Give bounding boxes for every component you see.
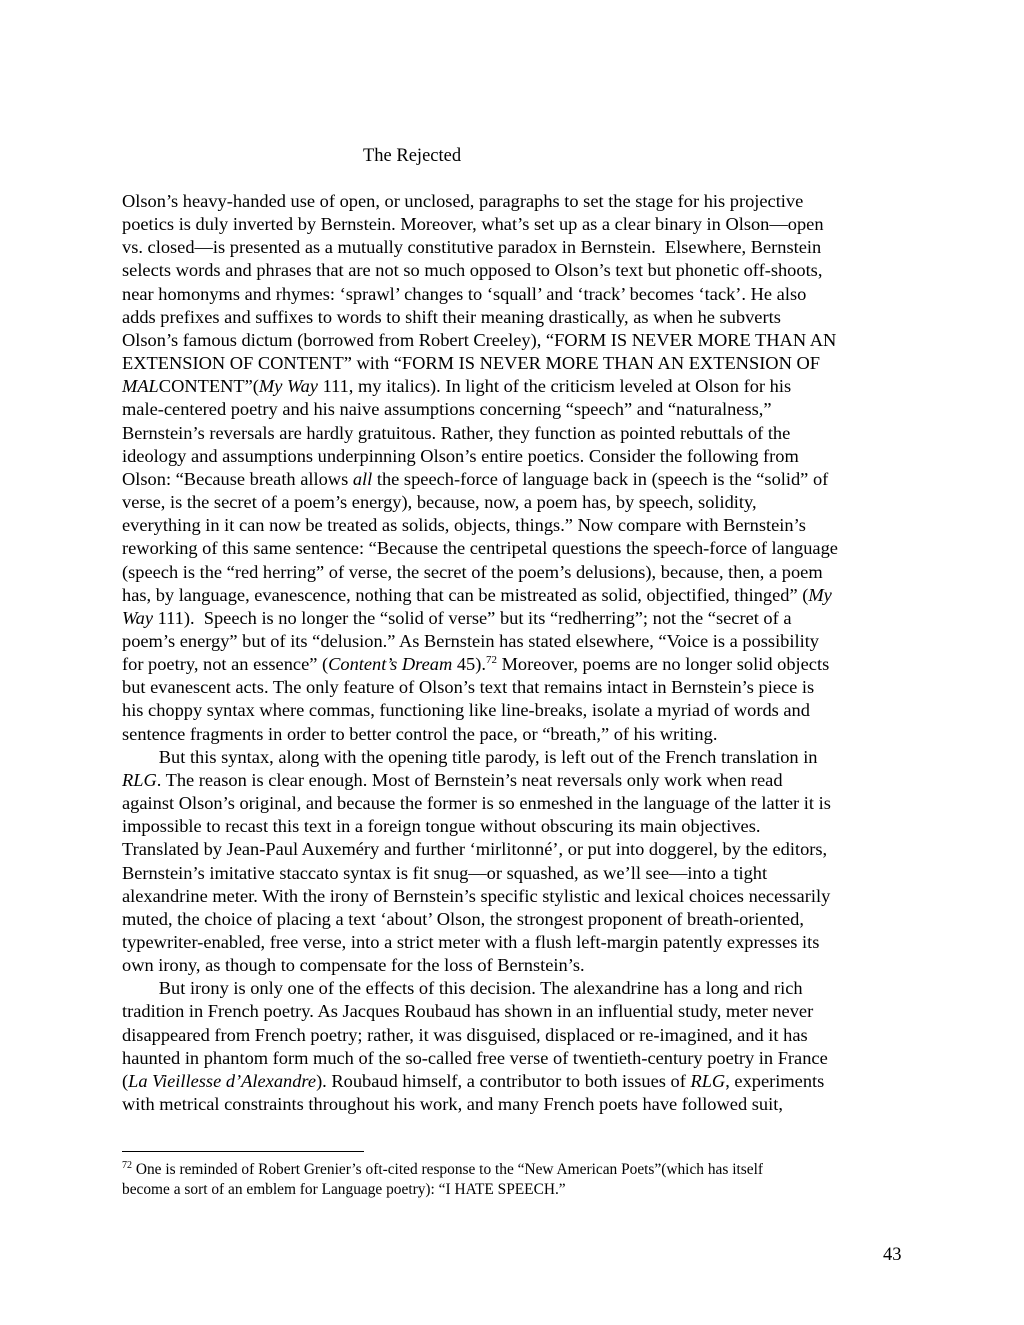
text-span: CONTENT”( — [158, 376, 259, 397]
body-line — [122, 213, 912, 236]
body-line — [122, 1000, 912, 1023]
body-line — [122, 815, 912, 838]
text-span: near homonyms and rhymes: ‘sprawl’ changes to ‘squall’ and ‘track’ becomes ‘tack’. He also — [122, 283, 807, 304]
text-span: Olson: “Because breath allows — [122, 468, 353, 489]
body-line — [122, 699, 912, 722]
italic-span: My — [808, 584, 832, 605]
body-line — [122, 746, 912, 769]
text-span: Bernstein’s reversals are hardly gratuitous. Rather, they function as pointed rebuttals of the — [122, 422, 791, 443]
italic-span: Way — [122, 607, 153, 628]
italic-span: Content’s Dream — [328, 654, 453, 675]
body-line — [122, 491, 912, 514]
text-span: but evanescent acts. The only feature of Olson’s text that remains intact in Bernstein’s piece is — [122, 677, 815, 698]
italic-span: La Vieillesse d’Alexandre — [128, 1070, 317, 1091]
body-line — [122, 445, 912, 468]
text-span: ( — [122, 1070, 129, 1091]
text-span: Olson’s heavy-handed use of open, or unclosed, paragraphs to set the stage for his projective — [122, 191, 804, 211]
body-line — [122, 1024, 912, 1047]
text-span: sentence fragments in order to better control the pace, or “breath,” of his writing. — [122, 723, 718, 744]
body-line — [122, 769, 912, 792]
body-line — [122, 352, 912, 375]
body-line — [122, 190, 912, 213]
text-span: adds prefixes and suffixes to words to shift their meaning drastically, as when he subverts — [122, 306, 781, 327]
body-line — [122, 977, 912, 1000]
body-line — [122, 1093, 912, 1116]
text-span: 111, my italics). In light of the criticism leveled at Olson for his — [317, 376, 792, 397]
footnote-marker: 72 — [485, 654, 497, 667]
text-span: everything in it can now be treated as solids, objects, things.” Now compare with Bernstein’s — [122, 515, 806, 536]
body-line — [122, 236, 912, 259]
text-span: Moreover, poems are no longer solid objects — [496, 654, 830, 675]
text-span: But irony is only one of the effects of this decision. The alexandrine has a long and rich — [122, 978, 803, 999]
italic-span: MAL — [122, 376, 159, 397]
text-span: muted, the choice of placing a text ‘about’ Olson, the strongest proponent of breath-oriented, — [122, 908, 804, 929]
body-line — [122, 607, 912, 630]
text-span: poem’s energy” but of its “delusion.” As Bernstein has stated elsewhere, “Voice is a possibility — [122, 630, 820, 651]
footnote — [122, 1160, 912, 1200]
text-span: male-centered poetry and his naive assumptions concerning “speech” and “naturalness,” — [122, 399, 772, 420]
text-span: impossible to recast this text in a foreign tongue without obscuring its main objectives. — [122, 816, 761, 837]
text-span: . The reason is clear enough. Most of Bernstein’s neat reversals only work when read — [156, 769, 783, 790]
italic-span: RLG — [690, 1070, 726, 1091]
italic-span: My Way — [258, 376, 318, 397]
footnote-separator — [122, 1151, 364, 1152]
text-span: has, by language, evanescence, nothing that can be mistreated as solid, objectified, thinged” ( — [122, 584, 809, 605]
text-span: typewriter-enabled, free verse, into a strict meter with a flush left-margin patently expresses its — [122, 932, 820, 952]
text-span: vs. closed—is presented as a mutually constitutive paradox in Bernstein. Elsewhere, Bernstein — [122, 237, 822, 258]
body-line — [122, 676, 912, 699]
body-line — [122, 468, 912, 491]
page-number: 43 — [883, 1245, 902, 1265]
text-span: alexandrine meter. With the irony of Bernstein’s specific stylistic and lexical choices necessarily — [122, 885, 831, 906]
text-span: his choppy syntax where commas, functioning like line-breaks, isolate a myriad of words and — [122, 700, 810, 721]
italic-span: RLG — [122, 769, 157, 790]
text-span: for poetry, not an essence” ( — [122, 654, 329, 675]
text-span: 111). Speech is no longer the “solid of verse” but its “redherring”; not the “secret of a — [153, 607, 792, 628]
text-span: But this syntax, along with the opening title parody, is left out of the French translation in — [122, 746, 818, 767]
text-span: (speech is the “red herring” of verse, the secret of the poem’s delusions), because, then, a poem — [122, 561, 823, 582]
body-line — [122, 422, 912, 445]
text-span: reworking of this same sentence: “Because the centripetal questions the speech-force of language — [122, 538, 838, 559]
body-line — [122, 584, 912, 607]
body-line — [122, 885, 912, 908]
body-line — [122, 862, 912, 885]
italic-span: all — [352, 468, 373, 489]
footnote-line — [122, 1160, 912, 1180]
text-span: poetics is duly inverted by Bernstein. Moreover, what’s set up as a clear binary in Olson—open — [122, 214, 824, 235]
body-line — [122, 329, 912, 352]
text-span: become a sort of an emblem for Language poetry): “I HATE SPEECH.” — [122, 1181, 566, 1198]
body-line — [122, 259, 912, 282]
text-span: ). Roubaud himself, a contributor to both issues of — [316, 1070, 691, 1091]
text-span: ideology and assumptions underpinning Olson’s entire poetics. Consider the following from — [122, 445, 799, 466]
text-span: One is reminded of Robert Grenier’s oft-cited response to the “New American Poets”(which has itself — [132, 1161, 763, 1178]
body-line — [122, 561, 912, 584]
footnote-marker: 72 — [122, 1160, 132, 1171]
text-span: Translated by Jean-Paul Auxeméry and further ‘mirlitonné’, or put into doggerel, by the editors, — [122, 839, 828, 860]
text-span: Bernstein’s imitative staccato syntax is fit snug—or squashed, as we’ll see—into a tight — [122, 862, 768, 883]
body-line — [122, 931, 912, 954]
text-span: 45). — [452, 654, 486, 675]
text-span: with metrical constraints throughout his work, and many French poets have followed suit, — [122, 1094, 783, 1115]
body-line — [122, 1047, 912, 1070]
body-line — [122, 723, 912, 746]
text-span: EXTENSION OF CONTENT” with “FORM IS NEVER MORE THAN AN EXTENSION OF — [122, 353, 820, 374]
text-span: selects words and phrases that are not so much opposed to Olson’s text but phonetic off-shoots, — [122, 260, 823, 281]
body-line — [122, 838, 912, 861]
body-line — [122, 514, 912, 537]
text-span: Olson’s famous dictum (borrowed from Robert Creeley), “FORM IS NEVER MORE THAN AN — [122, 329, 837, 350]
text-span: own irony, as though to compensate for the loss of Bernstein’s. — [122, 955, 585, 976]
body-line — [122, 283, 912, 306]
body-line — [122, 653, 912, 676]
body-text — [122, 190, 912, 1116]
body-line — [122, 306, 912, 329]
footnote-line — [122, 1180, 912, 1200]
text-span: disappeared from French poetry; rather, it was disguised, displaced or re-imagined, and it has — [122, 1024, 808, 1045]
body-line — [122, 630, 912, 653]
running-head: The Rejected — [363, 146, 462, 166]
text-span: , experiments — [725, 1070, 825, 1091]
body-line — [122, 398, 912, 421]
text-span: tradition in French poetry. As Jacques Roubaud has shown in an influential study, meter never — [122, 1001, 814, 1022]
body-line — [122, 792, 912, 815]
text-span: the speech-force of language back in (speech is the “solid” of — [372, 468, 829, 489]
body-line — [122, 375, 912, 398]
text-span: haunted in phantom form much of the so-called free verse of twentieth-century poetry in France — [122, 1047, 828, 1068]
text-span: verse, is the secret of a poem’s energy), because, now, a poem has, by speech, solidity, — [122, 492, 757, 513]
body-line — [122, 537, 912, 560]
text-span: against Olson’s original, and because the former is so enmeshed in the language of the latter it is — [122, 793, 831, 814]
body-line — [122, 954, 912, 977]
body-line — [122, 1070, 912, 1093]
body-line — [122, 908, 912, 931]
